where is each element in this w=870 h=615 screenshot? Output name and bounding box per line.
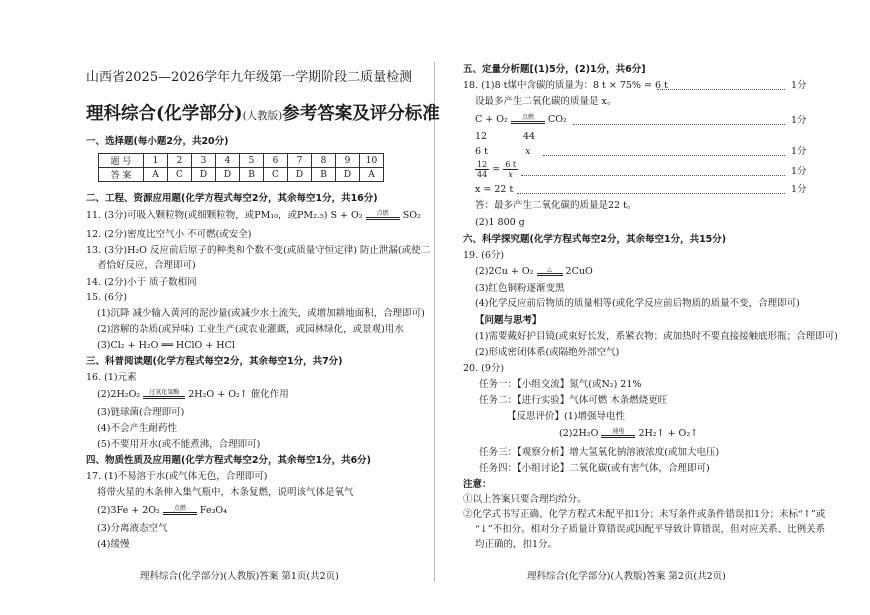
- fraction-numerator: 12: [477, 160, 488, 169]
- dotted-leader: [573, 124, 785, 125]
- table-cell: D: [192, 168, 216, 182]
- q17-1b: 将带火星的木条伸入集气瓶中，木条复燃，说明该气体是氧气: [97, 487, 354, 498]
- dotted-leader: [543, 155, 785, 156]
- q17-1: 17. (1)不易溶于水(或气体无色，合理即可): [86, 471, 268, 482]
- table-cell: 3: [192, 154, 216, 168]
- q11-answer: [86, 210, 421, 222]
- task-3: 任务三：【观察分析】增大氢氧化钠溶液浓度(或加大电压): [479, 447, 720, 458]
- section4-header: 四、物质性质及应用题(化学方程式每空2分，其余每空1分，共6分): [86, 455, 372, 466]
- section2-header: 二、工程、资源应用题(化学方程式每空2分，其余每空1分，共16分): [86, 193, 378, 204]
- q11-text: 11. (3分)可吸入颗粒物(或细颗粒物，或PM₁₀，或PM₂.₅) S + O₂: [86, 210, 363, 221]
- dotted-leader: [657, 89, 785, 90]
- q17-reactant: (2)3Fe + 2O₂: [97, 505, 160, 516]
- score-mark: 1分: [791, 166, 807, 177]
- q17-product: Fe₃O₄: [199, 505, 228, 516]
- reaction-arrow: [366, 211, 400, 220]
- q15-3: (3)Cl₂ + H₂O ══ HClO + HCl: [97, 340, 235, 351]
- section6-header: 六、科学探究题(化学方程式每空2分，其余每空1分，共15分): [463, 234, 727, 245]
- q19-2: [475, 266, 593, 278]
- q18-answer: 答：最多产生二氧化碳的质量是22 t。: [475, 200, 637, 211]
- equation-product: CO₂: [547, 114, 567, 125]
- q16-1: 16. (1)元素: [86, 372, 137, 383]
- q15-1: (1)沉降 减少输入黄河的泥沙量(或减少水土流失，或增加耕地面积，合理即可): [97, 308, 425, 319]
- electrolysis-reactant: (2)2H₂O: [559, 428, 599, 439]
- table-cell: 2: [168, 154, 192, 168]
- reaction-arrow: [511, 115, 545, 124]
- main-title: [86, 103, 440, 127]
- table-cell: 8: [312, 154, 336, 168]
- q15-header: 15. (6分): [86, 292, 128, 303]
- q16-2: [97, 389, 289, 401]
- q19-think-header: 【问题与思考】: [475, 315, 542, 326]
- mass-c: 6 t: [475, 146, 488, 157]
- q19-3: (3)红色铜粉逐渐变黑: [475, 283, 565, 294]
- table-cell: 4: [216, 154, 240, 168]
- main-title-edition: (人教版): [242, 110, 283, 122]
- q19-reactants: (2)2Cu + O₂: [475, 266, 534, 277]
- q19-think-2: (2)形成密闭体系(或隔绝外部空气): [475, 347, 620, 358]
- table-cell: B: [312, 168, 336, 182]
- table-cell: C: [264, 168, 288, 182]
- reaction-arrow: [143, 390, 185, 399]
- q16-4: (4)不会产生耐药性: [97, 423, 177, 434]
- q15-2: (2)溶解的杂质(或异味) 工业生产(或农业灌溉，或园林绿化，或景观)用水: [97, 324, 404, 335]
- q18-1: 18. (1)8 t煤中含碳的质量为：8 t × 75% = 6 t: [463, 80, 668, 91]
- q16-reactant: (2)2H₂O₂: [97, 389, 141, 400]
- task-1: 任务一：【小组交流】氮气(或N₂) 21%: [479, 379, 642, 390]
- q18-2: (2)1 800 g: [475, 217, 525, 228]
- electrolysis-products: 2H₂↑ + O₂↑: [638, 428, 699, 439]
- q12-answer: 12. (2分)密度比空气小 不可燃(或安全): [86, 229, 252, 240]
- q13-answer: 13. (3分)H₂O 反应前后原子的种类和个数不变(或质量守恒定律) 防止泄漏(或使二: [86, 245, 431, 256]
- score-mark: 1分: [791, 115, 807, 126]
- relative-mass-c: 12: [475, 131, 488, 142]
- section3-header: 三、科普阅读题(化学方程式每空2分，其余每空1分，共7分): [86, 356, 343, 367]
- q17-4: (4)缓慢: [97, 539, 130, 550]
- right-page: [435, 0, 870, 615]
- note-2-cont2: 均正确的，扣1分。: [475, 539, 558, 550]
- task-2-equation: [559, 428, 698, 440]
- page-footer: 理科综合(化学部分)(人教版)答案 第2页(共2页): [527, 571, 726, 582]
- table-cell: 6: [264, 154, 288, 168]
- q16-product: 2H₂O + O₂↑ 催化作用: [188, 389, 289, 400]
- score-mark: 1分: [791, 80, 807, 91]
- q19-header: 19. (6分): [463, 250, 505, 261]
- section1-header: 一、选择题(每小题2分，共20分): [86, 136, 229, 147]
- page-footer: 理科综合(化学部分)(人教版)答案 第1页(共2页): [140, 571, 339, 582]
- fraction-denominator: 44: [477, 170, 488, 179]
- score-mark: 1分: [791, 146, 807, 157]
- table-cell: D: [336, 168, 360, 182]
- reaction-arrow: [601, 429, 635, 438]
- answer-table: [98, 153, 384, 182]
- table-cell: B: [240, 168, 264, 182]
- dotted-leader: [521, 175, 785, 176]
- q13-answer-cont: 者恰好反应，合理即可): [97, 260, 196, 271]
- table-row: [99, 168, 384, 182]
- q14-answer: 14. (2分)小于 质子数相同: [86, 277, 197, 288]
- dotted-leader: [517, 193, 785, 194]
- task-2: 任务二：【进行实验】气体可燃 木条燃烧更旺: [479, 395, 668, 406]
- mass-x: x: [525, 146, 531, 157]
- q18-equation: [475, 114, 567, 126]
- note-2-cont: “↓”不扣分。相对分子质量计算错误或因配平导致计算错误，但对应关系、比例关系: [475, 524, 826, 535]
- reaction-condition: 点燃: [376, 210, 389, 217]
- table-cell: D: [216, 168, 240, 182]
- q11-product: SO₂: [402, 210, 421, 221]
- table-header-cell: 答 案: [99, 168, 144, 182]
- table-cell: 7: [288, 154, 312, 168]
- exam-title: 山西省2025—2026学年九年级第一学期阶段二质量检测: [86, 70, 413, 85]
- reaction-arrow: [163, 506, 197, 515]
- fraction: [503, 160, 518, 179]
- reaction-condition: 过氧化氢酶: [149, 389, 180, 396]
- ratio-equation: [475, 160, 518, 179]
- q17-2: [97, 505, 227, 517]
- task-4: 任务四：【小组讨论】二氧化碳(或有害气体，合理即可): [479, 463, 710, 474]
- q16-3: (3)链球菌(合理即可): [97, 407, 185, 418]
- reaction-condition: 通电: [612, 428, 625, 435]
- table-cell: 10: [360, 154, 384, 168]
- table-cell: 9: [336, 154, 360, 168]
- table-row: [99, 154, 384, 168]
- q19-4: (4)化学反应前后物质的质量相等(或化学反应前后物质的质量不变，合理即可): [475, 298, 800, 309]
- table-cell: 5: [240, 154, 264, 168]
- reaction-condition: 点燃: [173, 505, 186, 512]
- q18-result: x = 22 t: [475, 184, 514, 195]
- fraction-numerator: 6 t: [505, 160, 517, 169]
- q19-product: 2CuO: [565, 266, 593, 277]
- reaction-condition: 点燃: [521, 114, 534, 121]
- note-2: ②化学式书写正确、化学方程式未配平扣1分；未写条件或条件错误扣1分；未标“↑”或: [463, 509, 826, 520]
- q17-3: (3)分离液态空气: [97, 523, 168, 534]
- q19-think-1: (1)需要戴好护目镜(或束好长发，系紧衣物；或加热时不要直接接触底形瓶；合理即可): [475, 331, 838, 342]
- section5-header: 五、定量分析题[(1)5分，(2)1分，共6分]: [463, 64, 646, 75]
- table-cell: D: [288, 168, 312, 182]
- main-title-subject: 理科综合(化学部分): [86, 104, 243, 124]
- task-2-reflect: 【反思评价】(1)增强导电性: [507, 411, 625, 422]
- table-cell: C: [168, 168, 192, 182]
- table-cell: A: [144, 168, 168, 182]
- table-cell: A: [360, 168, 384, 182]
- score-mark: 1分: [791, 184, 807, 195]
- note-1: ①以上答案只要合理均给分。: [463, 494, 587, 505]
- q18-set: 设最多产生二氧化碳的质量是 x。: [475, 96, 617, 107]
- q16-5: (5)不要用开水(或不能煮沸，合理即可): [97, 439, 261, 450]
- table-header-cell: 题 号: [99, 154, 144, 168]
- q20-header: 20. (9分): [463, 363, 505, 374]
- equation-reactants: C + O₂: [475, 114, 508, 125]
- fraction-denominator: x: [508, 170, 513, 179]
- table-cell: 1: [144, 154, 168, 168]
- reaction-condition: △: [547, 266, 552, 273]
- equals-sign: =: [492, 164, 501, 175]
- notes-header: 注意：: [463, 479, 492, 490]
- fraction: [475, 160, 489, 179]
- relative-mass-co2: 44: [523, 131, 536, 142]
- main-title-suffix: 参考答案及评分标准: [282, 104, 440, 124]
- reaction-arrow: [537, 267, 563, 276]
